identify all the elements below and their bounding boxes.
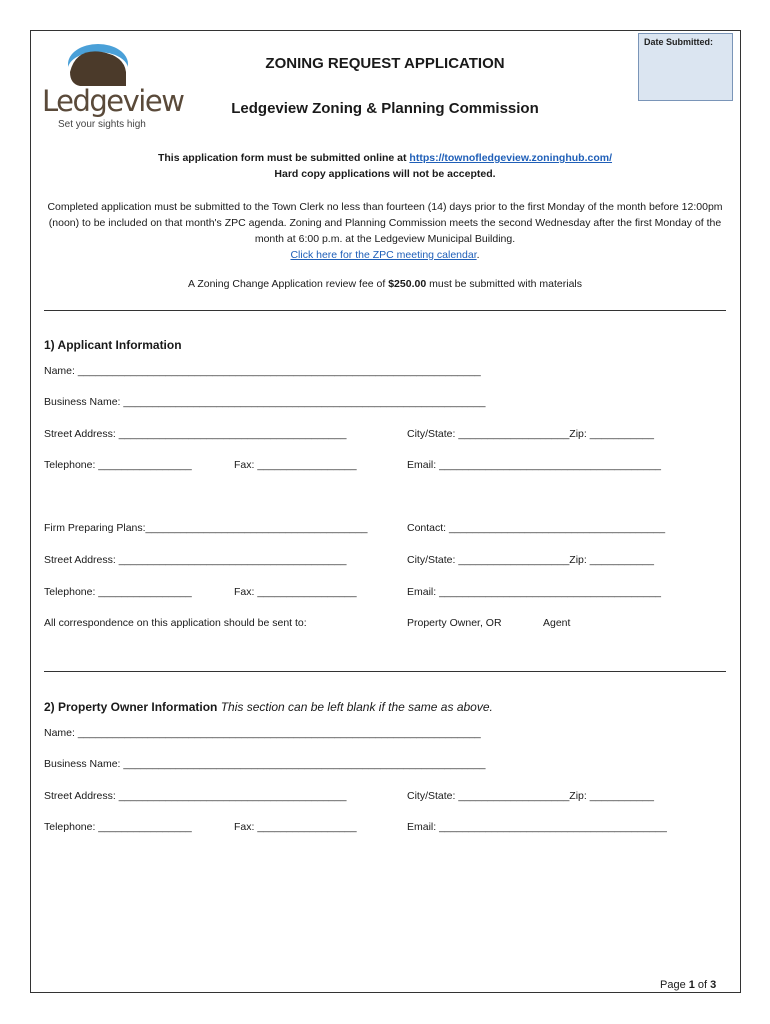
- fee-prefix: A Zoning Change Application review fee of: [188, 278, 389, 290]
- firm-contact-field[interactable]: Contact: _____________________________________: [407, 522, 666, 534]
- page-number: [660, 979, 716, 991]
- section2-heading: [44, 700, 493, 714]
- correspondence-label: All correspondence on this application should be sent to:: [44, 617, 307, 629]
- section2-note: This section can be left blank if the same as above.: [217, 700, 493, 714]
- zoninghub-link[interactable]: https://townofledgeview.zoninghub.com/: [409, 152, 613, 164]
- logo-tagline: Set your sights high: [58, 119, 146, 130]
- option-agent[interactable]: Agent: [543, 617, 571, 629]
- fee-statement: [0, 278, 770, 290]
- page-prefix: Page: [660, 979, 689, 991]
- applicant-business-name-field[interactable]: Business Name: ______________________________________________________________: [44, 396, 486, 408]
- owner-street-field[interactable]: Street Address: _______________________________________: [44, 790, 347, 802]
- owner-business-name-field[interactable]: Business Name: ______________________________________________________________: [44, 758, 486, 770]
- applicant-city-state-zip-field[interactable]: City/State: ___________________Zip: ___________: [407, 428, 654, 440]
- online-notice-text: This application form must be submitted online at: [157, 152, 410, 164]
- current-page: 1: [688, 979, 695, 991]
- applicant-name-field[interactable]: Name: _____________________________________________________________________: [44, 365, 481, 377]
- instructions-text: Completed application must be submitted to the Town Clerk no less than fourteen (14) days prior to the first Monday of the month before 12:00pm (noon) to be included on that month's ZPC agenda. Zoning and Planning Commission meets the second Wednesday after the first Monday of the month at 6:00 p.m. at the Ledgeview Municipal Building.: [47, 201, 723, 245]
- owner-city-state-zip-field[interactable]: City/State: ___________________Zip: ___________: [407, 790, 654, 802]
- firm-fax-field[interactable]: Fax: _________________: [234, 586, 357, 598]
- total-pages: 3: [710, 979, 717, 991]
- firm-preparing-plans-field[interactable]: Firm Preparing Plans:______________________________________: [44, 522, 368, 534]
- firm-street-field[interactable]: Street Address: _______________________________________: [44, 554, 347, 566]
- divider: [44, 310, 726, 311]
- date-submitted-label: Date Submitted:: [644, 37, 714, 47]
- firm-email-field[interactable]: Email: ______________________________________: [407, 586, 661, 598]
- calendar-link-suffix: .: [476, 249, 480, 261]
- divider: [44, 671, 726, 672]
- fee-amount: $250.00: [388, 278, 427, 290]
- section1-heading: 1) Applicant Information: [44, 338, 182, 352]
- instructions-paragraph: [44, 199, 726, 263]
- applicant-fax-field[interactable]: Fax: _________________: [234, 459, 357, 471]
- section2-title: 2) Property Owner Information: [44, 700, 218, 714]
- applicant-email-field[interactable]: Email: ______________________________________: [407, 459, 661, 471]
- owner-email-field[interactable]: Email: _______________________________________: [407, 821, 667, 833]
- zpc-calendar-link[interactable]: Click here for the ZPC meeting calendar: [290, 249, 477, 261]
- owner-fax-field[interactable]: Fax: _________________: [234, 821, 357, 833]
- form-title: ZONING REQUEST APPLICATION: [265, 55, 505, 72]
- online-notice: [0, 152, 770, 164]
- owner-name-field[interactable]: Name: _____________________________________________________________________: [44, 727, 481, 739]
- firm-telephone-field[interactable]: Telephone: ________________: [44, 586, 192, 598]
- fee-suffix: must be submitted with materials: [426, 278, 582, 290]
- applicant-street-field[interactable]: Street Address: _______________________________________: [44, 428, 347, 440]
- page-of: of: [694, 979, 711, 991]
- firm-city-state-zip-field[interactable]: City/State: ___________________Zip: ___________: [407, 554, 654, 566]
- hard-copy-notice: Hard copy applications will not be accepted.: [274, 168, 496, 180]
- owner-telephone-field[interactable]: Telephone: ________________: [44, 821, 192, 833]
- option-property-owner[interactable]: Property Owner, OR: [407, 617, 502, 629]
- logo-wordmark: Ledgeview: [42, 84, 184, 118]
- applicant-telephone-field[interactable]: Telephone: ________________: [44, 459, 192, 471]
- form-subtitle: Ledgeview Zoning & Planning Commission: [231, 100, 539, 117]
